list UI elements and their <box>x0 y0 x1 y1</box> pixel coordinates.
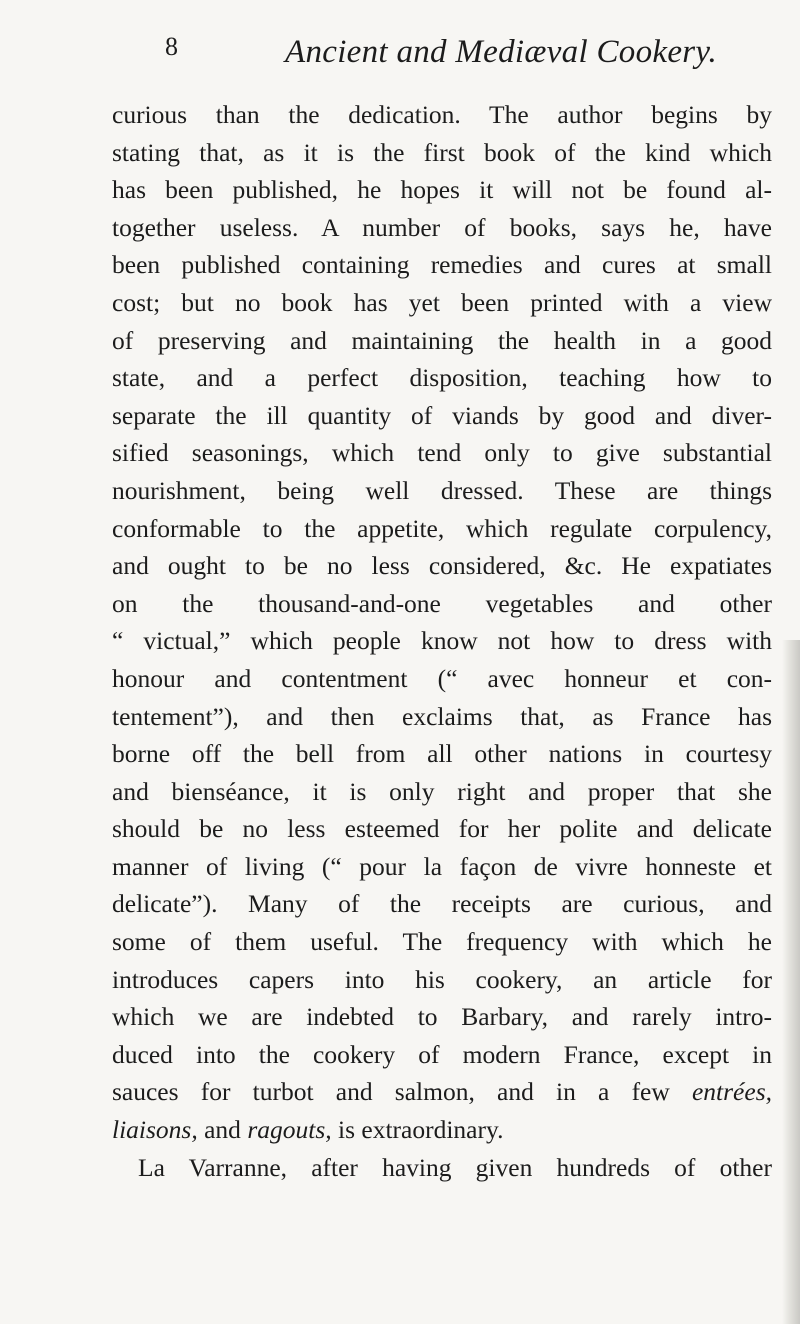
text-segment: sauces for turbot and salmon, and in a few <box>112 1077 692 1107</box>
text-line: been published containing remedies and cures at small <box>112 250 772 280</box>
text-line: together useless. A number of books, says he, have <box>112 212 772 242</box>
text-line: has been published, he hopes it will not be found al- <box>112 175 772 205</box>
italic-term: entrées, <box>691 1077 772 1107</box>
text-line: separate the ill quantity of viands by good and diver- <box>112 400 772 430</box>
text-line: which we are indebted to Barbary, and rarely intro- <box>112 1002 772 1032</box>
text-segment: is extraordinary. <box>331 1115 504 1145</box>
text-line: manner of living (“ pour la façon de vivre honneste et <box>112 851 772 881</box>
italic-term: ragouts, <box>247 1115 332 1145</box>
text-line: some of them useful. The frequency with which he <box>112 927 772 957</box>
text-segment: and <box>197 1115 248 1145</box>
text-line: state, and a perfect disposition, teaching how to <box>112 363 772 393</box>
text-line: La Varranne, after having given hundreds of other <box>138 1152 772 1182</box>
text-line: “ victual,” which people know not how to dress with <box>112 626 772 656</box>
text-line: cost; but no book has yet been printed with a view <box>112 287 772 317</box>
text-line: curious than the dedication. The author begins by <box>112 100 772 129</box>
text-line: introduces capers into his cookery, an article for <box>112 964 772 994</box>
text-line: sified seasonings, which tend only to give substantial <box>112 438 772 468</box>
page-edge-shadow <box>782 640 800 1324</box>
text-line: duced into the cookery of modern France, except in <box>112 1039 772 1069</box>
text-line <box>112 1111 772 1149</box>
running-title: Ancient and Mediæval Cookery. <box>285 34 718 70</box>
text-line: honour and contentment (“ avec honneur et con- <box>112 663 772 693</box>
text-line: nourishment, being well dressed. These are things <box>112 475 772 505</box>
text-line: and ought to be no less considered, &c. He expatiates <box>112 551 772 581</box>
text-line: delicate”). Many of the receipts are curious, and <box>112 889 772 919</box>
text-line: stating that, as it is the first book of the kind which <box>112 137 772 167</box>
text-line: tentement”), and then exclaims that, as France has <box>112 701 772 731</box>
body-text <box>112 96 772 1186</box>
text-line: should be no less esteemed for her polite and delicate <box>112 814 772 844</box>
text-line: of preserving and maintaining the health in a good <box>112 325 772 355</box>
text-line: conformable to the appetite, which regulate corpulency, <box>112 513 772 543</box>
page-number: 8 <box>165 32 178 61</box>
text-line: and bienséance, it is only right and proper that she <box>112 776 772 806</box>
text-line: borne off the bell from all other nations in courtesy <box>112 739 772 769</box>
italic-term: liaisons, <box>112 1115 198 1145</box>
text-line: on the thousand-and-one vegetables and other <box>112 588 772 618</box>
text-line <box>112 1073 772 1111</box>
